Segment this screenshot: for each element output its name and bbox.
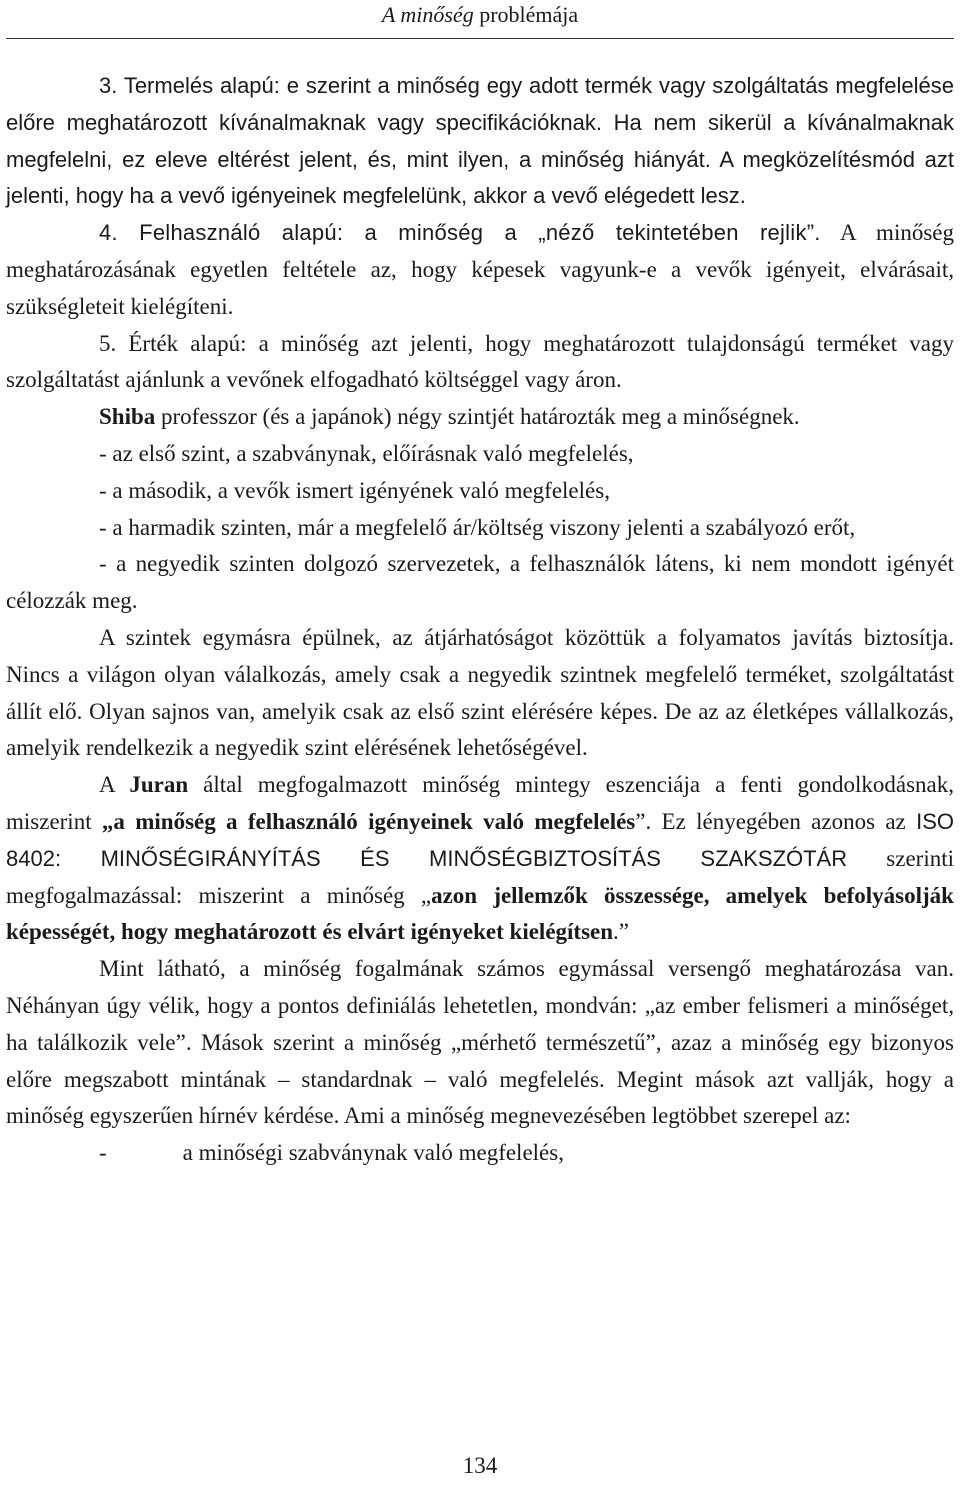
- paragraph-juran: [6, 767, 954, 951]
- paragraph-levels: A szintek egymásra épülnek, az átjárhatóságot közöttük a folyamatos javítás biztosítja. Nincs a világon olyan válalkozás, amely csak a negyedik szintnek megfelelő terméket, szolgáltatást állít elő. Olyan sajnos van, amelyik csak az első szint elérésére képes. De az az életképes vállalkozás, amelyik rendelkezik a negyedik szint elérésének lehetőségével.: [6, 624, 954, 761]
- juran-text-3: szerinti megfogalmazással: miszerint a minőség „: [6, 845, 954, 908]
- juran-text-2: ”. Ez lényegében azonos az: [635, 808, 917, 834]
- user-based-rest: A minőség meghatározásának egyetlen feltétele az, hogy képesek vagyunk-e a vevők igényeit, elvárásait, szükségleteit kielégíteni.: [6, 220, 954, 319]
- list-item-level-3: - a harmadik szinten, már a megfelelő ár/költség viszony jelenti a szabályozó erőt,: [99, 514, 856, 540]
- paragraph-user-based: [6, 215, 954, 325]
- running-header: [0, 2, 960, 28]
- juran-text-4: .”: [613, 919, 629, 945]
- header-title-rest: problémája: [473, 2, 579, 27]
- iso-title: ISO 8402: MINŐSÉGIRÁNYÍTÁS ÉS MINŐSÉGBIZTOSÍTÁS SZAKSZÓTÁR: [6, 808, 954, 871]
- paragraph-production-based: 3. Termelés alapú: e szerint a minőség egy adott termék vagy szolgáltatás megfelelése előre meghatározott kívánalmaknak vagy specifikációknak. Ha nem sikerül a kívánalmaknak megfelelni, ez eleve eltérést jelent, és, mint ilyen, a minőség hiányát. A megközelítésmód azt jelenti, hogy ha a vevő igényeinek megfelelünk, akkor a vevő elégedett lesz.: [6, 73, 954, 209]
- list-item-level-2: - a második, a vevők ismert igényének való megfelelés,: [99, 477, 610, 503]
- list-item-level-4: - a negyedik szinten dolgozó szervezetek, a felhasználók látens, ki nem mondott igényét célozzák meg.: [6, 551, 954, 614]
- paragraph-value-based: 5. Érték alapú: a minőség azt jelenti, hogy meghatározott tulajdonságú terméket vagy szolgáltatást ajánlunk a vevőnek elfogadható költséggel vagy áron.: [6, 330, 954, 393]
- dash-mark: -: [99, 1140, 107, 1166]
- iso-definition: azon jellemzők összessége, amelyek befolyásolják képességét, hogy meghatározott és elvárt igényeket kielégítsen: [6, 882, 954, 945]
- shiba-text: professzor (és a japánok) négy szintjét határozták meg a minőségnek.: [155, 404, 800, 430]
- juran-text: által megfogalmazott minőség mintegy eszenciája a fenti gondolkodásnak, miszerint: [6, 772, 954, 834]
- juran-prefix: A: [99, 772, 130, 798]
- page-body: [6, 68, 954, 1172]
- header-title-italic: A minőség: [381, 2, 474, 27]
- user-based-lead: 4. Felhasználó alapú: a minőség a „néző tekintetében rejlik”.: [99, 220, 821, 246]
- juran-quote: „a minőség a felhasználó igényeinek való megfelelés: [101, 808, 636, 834]
- paragraph-definitions: Mint látható, a minőség fogalmának számos egymással versengő meghatározása van. Néhányan úgy vélik, hogy a pontos definiálás lehetetlen, mondván: „az ember felismeri a minőséget, ha találkozik vele”. Mások szerint a minőség „mérhető természetű”, azaz a minőség egy bizonyos előre megszabott mintának – standardnak – való megfelelés. Megint mások azt vallják, hogy a minőség egyszerűen hírnév kérdése. Ami a minőség megnevezésében legtöbbet szerepel az:: [6, 956, 954, 1129]
- paragraph-shiba: [6, 399, 954, 436]
- header-rule: [6, 38, 954, 39]
- dash-list-item: [6, 1135, 954, 1172]
- juran-name: Juran: [129, 772, 189, 798]
- shiba-name: Shiba: [99, 404, 156, 430]
- page-number: 134: [462, 1453, 498, 1478]
- list-item-level-1: - az első szint, a szabványnak, előírásnak való megfelelés,: [99, 440, 634, 466]
- dash-text: a minőségi szabványnak való megfelelés,: [182, 1140, 564, 1166]
